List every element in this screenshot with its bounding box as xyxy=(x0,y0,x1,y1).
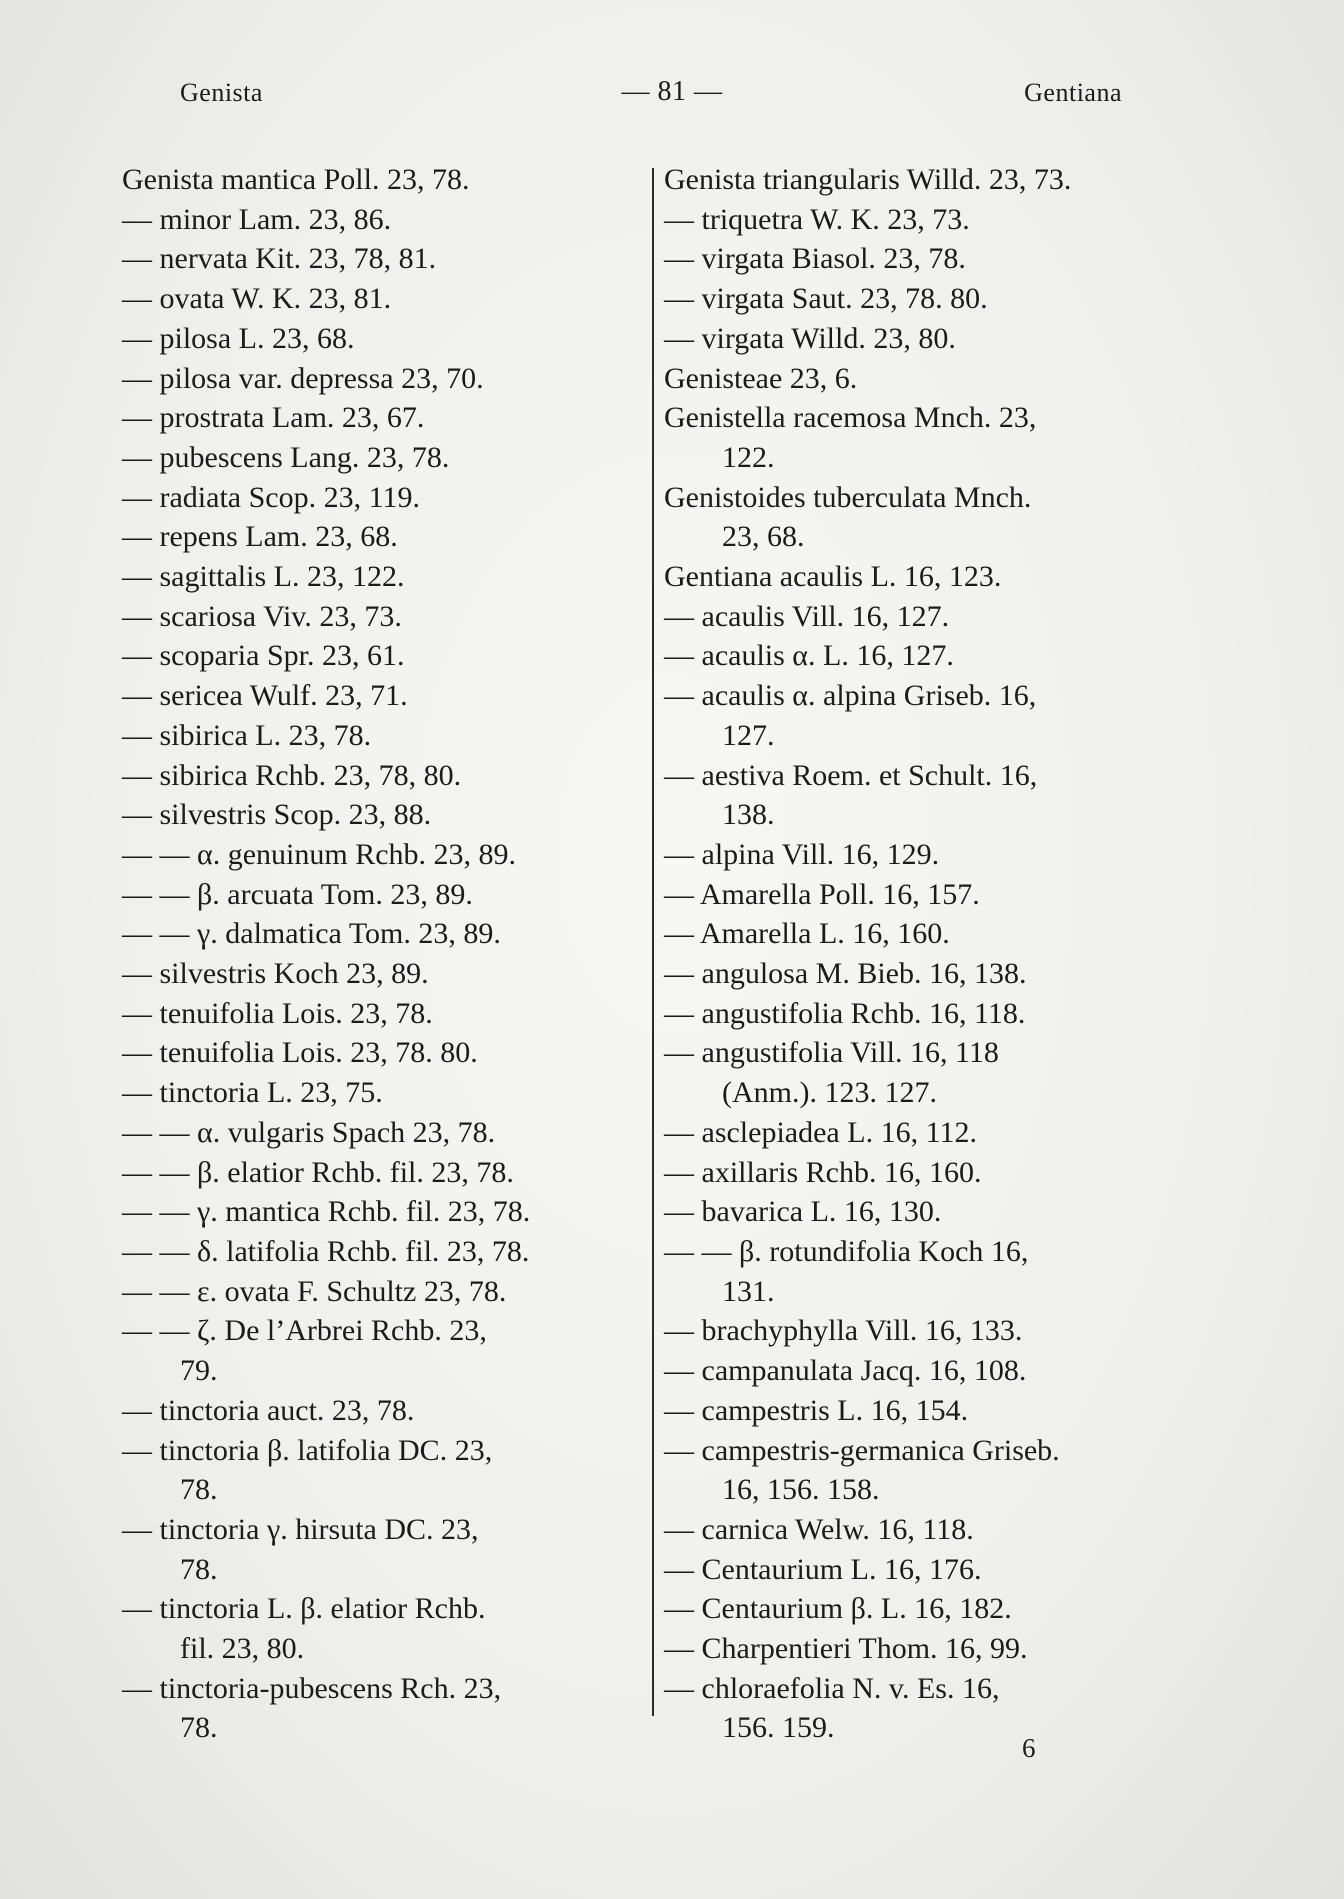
index-entry-continuation: 127. xyxy=(722,718,775,752)
index-entry: — — α. vulgaris Spach 23, 78. xyxy=(122,1115,496,1149)
index-entry: — — β. elatior Rchb. fil. 23, 78. xyxy=(122,1155,514,1189)
index-entry: Genistoides tuberculata Mnch. xyxy=(664,480,1032,514)
index-entry: — Amarella L. 16, 160. xyxy=(664,917,950,951)
index-entry: — angustifolia Vill. 16, 118 xyxy=(664,1036,999,1070)
index-entry: — axillaris Rchb. 16, 160. xyxy=(664,1155,982,1189)
index-entry: — nervata Kit. 23, 78, 81. xyxy=(122,242,437,276)
index-entry: — bavarica L. 16, 130. xyxy=(664,1195,942,1229)
index-entry: — tenuifolia Lois. 23, 78. 80. xyxy=(122,1036,478,1070)
index-entry-continuation: 122. xyxy=(722,440,775,474)
index-entry: Genista mantica Poll. 23, 78. xyxy=(122,163,470,196)
index-entry: — Charpentieri Thom. 16, 99. xyxy=(664,1632,1028,1666)
index-entry: — scoparia Spr. 23, 61. xyxy=(122,639,405,673)
index-entry: — — α. genuinum Rchb. 23, 89. xyxy=(122,837,517,871)
index-entry: — — δ. latifolia Rchb. fil. 23, 78. xyxy=(122,1234,530,1268)
index-entry: — angulosa M. Bieb. 16, 138. xyxy=(664,957,1027,991)
index-entry-continuation: 156. 159. xyxy=(722,1711,835,1745)
index-entry: Genisteae 23, 6. xyxy=(664,361,858,395)
index-entry-continuation: 78. xyxy=(180,1473,218,1507)
index-entry: — tenuifolia Lois. 23, 78. xyxy=(122,996,433,1030)
signature-mark: 6 xyxy=(1022,1733,1036,1763)
index-entry: — silvestris Koch 23, 89. xyxy=(122,957,429,991)
index-entry: — virgata Biasol. 23, 78. xyxy=(664,242,966,276)
index-entry-continuation: 16, 156. 158. xyxy=(722,1473,880,1507)
index-entry: Gentiana acaulis L. 16, 123. xyxy=(664,560,1002,594)
index-entry-continuation: 131. xyxy=(722,1274,775,1308)
index-entry: — tinctoria L. 23, 75. xyxy=(122,1076,383,1110)
index-entry: — sericea Wulf. 23, 71. xyxy=(122,679,408,713)
index-entry-continuation: 23, 68. xyxy=(722,520,805,554)
index-entry: — ovata W. K. 23, 81. xyxy=(122,282,392,316)
index-entry-continuation: 78. xyxy=(180,1711,218,1745)
index-entry: — tinctoria-pubescens Rch. 23, xyxy=(122,1671,502,1705)
index-entry-continuation: 79. xyxy=(180,1354,218,1388)
index-entry: — pubescens Lang. 23, 78. xyxy=(122,440,450,474)
index-entry: — Centaurium L. 16, 176. xyxy=(664,1552,982,1586)
index-entry-continuation: 78. xyxy=(180,1552,218,1586)
index-entry: — — β. rotundifolia Koch 16, xyxy=(664,1234,1029,1268)
index-entry: — acaulis Vill. 16, 127. xyxy=(664,599,950,633)
index-entry: — campestris-germanica Griseb. xyxy=(664,1433,1060,1467)
column-divider xyxy=(652,168,654,1716)
index-entry: — pilosa L. 23, 68. xyxy=(122,321,355,355)
index-entry: Genista triangularis Willd. 23, 73. xyxy=(664,163,1072,196)
index-entry: — — γ. dalmatica Tom. 23, 89. xyxy=(122,917,501,951)
index-entry: — angustifolia Rchb. 16, 118. xyxy=(664,996,1026,1030)
index-entry: — triquetra W. K. 23, 73. xyxy=(664,202,970,236)
index-entry: — carnica Welw. 16, 118. xyxy=(664,1512,974,1546)
index-entry: — Amarella Poll. 16, 157. xyxy=(664,877,980,911)
index-entry: — repens Lam. 23, 68. xyxy=(122,520,398,554)
index-entry: — Centaurium β. L. 16, 182. xyxy=(664,1592,1012,1626)
index-entry: Genistella racemosa Mnch. 23, xyxy=(664,401,1037,435)
index-entry: — sibirica Rchb. 23, 78, 80. xyxy=(122,758,462,792)
index-entry: — silvestris Scop. 23, 88. xyxy=(122,798,432,832)
index-entry: — aestiva Roem. et Schult. 16, xyxy=(664,758,1038,792)
index-column-right xyxy=(664,160,1184,1748)
index-entry: — alpina Vill. 16, 129. xyxy=(664,837,940,871)
index-entry: — sibirica L. 23, 78. xyxy=(122,718,372,752)
index-entry: — asclepiadea L. 16, 112. xyxy=(664,1115,977,1149)
index-entry: — prostrata Lam. 23, 67. xyxy=(122,401,425,435)
index-entry: — brachyphylla Vill. 16, 133. xyxy=(664,1314,1023,1348)
running-head-left: Genista xyxy=(180,78,263,107)
index-entry: — acaulis α. alpina Griseb. 16, xyxy=(664,679,1037,713)
index-entry: — campestris L. 16, 154. xyxy=(664,1393,969,1427)
page-number: — 81 — xyxy=(621,76,723,107)
index-entry: — virgata Willd. 23, 80. xyxy=(664,321,956,355)
index-entry-continuation: fil. 23, 80. xyxy=(180,1632,305,1666)
index-entry-continuation: (Anm.). 123. 127. xyxy=(722,1076,937,1110)
index-entry: — tinctoria β. latifolia DC. 23, xyxy=(122,1433,493,1467)
index-entry: — acaulis α. L. 16, 127. xyxy=(664,639,954,673)
running-head-right: Gentiana xyxy=(1024,78,1122,107)
index-entry: — scariosa Viv. 23, 73. xyxy=(122,599,402,633)
index-column-left xyxy=(122,160,642,1748)
index-entry: — sagittalis L. 23, 122. xyxy=(122,560,405,594)
index-entry: — tinctoria auct. 23, 78. xyxy=(122,1393,415,1427)
index-entry-continuation: 138. xyxy=(722,798,775,832)
index-entry: — radiata Scop. 23, 119. xyxy=(122,480,420,514)
index-entry: — — β. arcuata Tom. 23, 89. xyxy=(122,877,473,911)
index-entry: — campanulata Jacq. 16, 108. xyxy=(664,1354,1027,1388)
index-entry: — — ζ. De l’Arbrei Rchb. 23, xyxy=(122,1314,487,1348)
index-entry: — pilosa var. depressa 23, 70. xyxy=(122,361,484,395)
index-entry: — virgata Saut. 23, 78. 80. xyxy=(664,282,988,316)
index-entry: — tinctoria γ. hirsuta DC. 23, xyxy=(122,1512,479,1546)
index-entry: — tinctoria L. β. elatior Rchb. xyxy=(122,1592,486,1626)
index-entry: — — γ. mantica Rchb. fil. 23, 78. xyxy=(122,1195,531,1229)
index-entry: — — ε. ovata F. Schultz 23, 78. xyxy=(122,1274,507,1308)
index-entry: — minor Lam. 23, 86. xyxy=(122,202,392,236)
index-entry: — chloraefolia N. v. Es. 16, xyxy=(664,1671,1000,1705)
